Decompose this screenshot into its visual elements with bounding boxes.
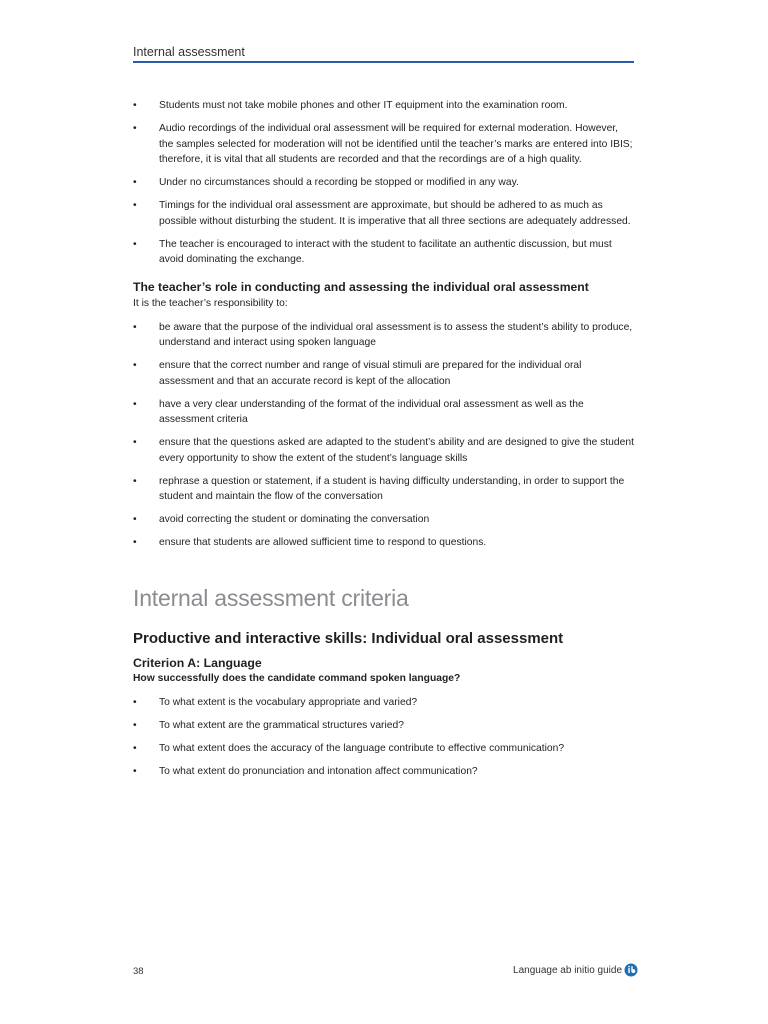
bullet-list-rules: [133, 98, 635, 268]
list-item: [133, 237, 635, 268]
bullet-icon: •: [133, 719, 137, 731]
list-item-text: To what extent does the accuracy of the language contribute to effective communication?: [159, 742, 565, 754]
page-number: 38: [133, 966, 144, 977]
list-item-text: ensure that the correct number and range of visual stimuli are prepared for the individual oral assessment and that an accurate record is kept of the allocation: [159, 360, 582, 387]
bullet-list-criteria: [133, 695, 635, 780]
bullet-icon: •: [133, 200, 137, 211]
list-item: [133, 320, 635, 351]
list-item-text: To what extent do pronunciation and intonation affect communication?: [159, 765, 478, 777]
list-item-text: ensure that the questions asked are adapted to the student’s ability and are designed to give the student every opportunity to show the extent of the student’s language skills: [159, 437, 634, 464]
bullet-icon: •: [133, 321, 137, 333]
bullet-icon: •: [133, 177, 137, 188]
criteria-subtitle: Productive and interactive skills: Individual oral assessment: [133, 629, 564, 647]
list-item-text: Audio recordings of the individual oral assessment will be required for external moderation. However, the samples selected for moderation will not be identified until the teacher’s marks are entered into IBIS; therefore, it is vital that all students are recorded and that the recordings are of a high quality.: [159, 123, 633, 165]
bullet-icon: •: [133, 765, 137, 777]
bullet-icon: •: [133, 514, 137, 525]
list-item: [133, 358, 635, 389]
header-rule: [133, 61, 634, 63]
list-item: [133, 474, 635, 505]
bullet-icon: •: [133, 537, 137, 548]
teacher-role-heading: The teacher’s role in conducting and assessing the individual oral assessment: [133, 279, 589, 294]
list-item: [133, 435, 635, 466]
list-item-text: avoid correcting the student or dominating the conversation: [159, 514, 430, 525]
bullet-list-responsibilities: [133, 320, 635, 551]
list-item: [133, 98, 635, 114]
bullet-icon: •: [133, 696, 137, 708]
list-item: [133, 175, 635, 191]
list-item: [133, 535, 635, 551]
bullet-icon: •: [133, 123, 137, 134]
bullet-icon: •: [133, 238, 137, 250]
list-item: [133, 512, 635, 528]
list-item-text: rephrase a question or statement, if a student is having difficulty understanding, in order to support the student and maintain the flow of the conversation: [159, 475, 625, 502]
list-item-text: Under no circumstances should a recording be stopped or modified in any way.: [159, 177, 519, 188]
list-item: [133, 198, 635, 229]
bullet-icon: •: [133, 360, 137, 371]
page-content: [133, 98, 635, 787]
list-item-text: Students must not take mobile phones and other IT equipment into the examination room.: [159, 100, 568, 111]
list-item-text: To what extent are the grammatical structures varied?: [159, 719, 404, 731]
criterion-title: Criterion A: Language: [133, 655, 262, 670]
list-item: [133, 741, 635, 757]
list-item-text: have a very clear understanding of the format of the individual oral assessment as well as the assessment criteria: [159, 398, 584, 425]
criterion-question: How successfully does the candidate command spoken language?: [133, 672, 461, 684]
bullet-icon: •: [133, 398, 137, 410]
list-item-text: Timings for the individual oral assessment are approximate, but should be adhered to as much as possible without disturbing the student. It is imperative that all three sections are adequately addressed.: [159, 200, 631, 227]
list-item: [133, 121, 635, 168]
list-item: [133, 695, 635, 711]
list-item: [133, 397, 635, 428]
list-item-text: To what extent is the vocabulary appropriate and varied?: [159, 696, 418, 708]
bullet-icon: •: [133, 475, 137, 487]
bullet-icon: •: [133, 100, 137, 111]
ib-logo-icon: [624, 963, 638, 977]
list-item-text: ensure that students are allowed sufficient time to respond to questions.: [159, 537, 487, 548]
list-item-text: The teacher is encouraged to interact with the student to facilitate an authentic discussion, but must avoid dominating the exchange.: [159, 238, 612, 265]
list-item-text: be aware that the purpose of the individual oral assessment is to assess the student’s ability to produce, understand and interact using spoken language: [159, 321, 633, 348]
section-title: Internal assessment criteria: [133, 584, 409, 611]
list-item: [133, 764, 635, 780]
list-item: [133, 718, 635, 734]
header-title: Internal assessment: [133, 45, 245, 59]
guide-name: Language ab initio guide: [513, 965, 622, 976]
bullet-icon: •: [133, 437, 137, 448]
bullet-icon: •: [133, 742, 137, 754]
teacher-role-intro: It is the teacher’s responsibility to:: [133, 297, 288, 309]
